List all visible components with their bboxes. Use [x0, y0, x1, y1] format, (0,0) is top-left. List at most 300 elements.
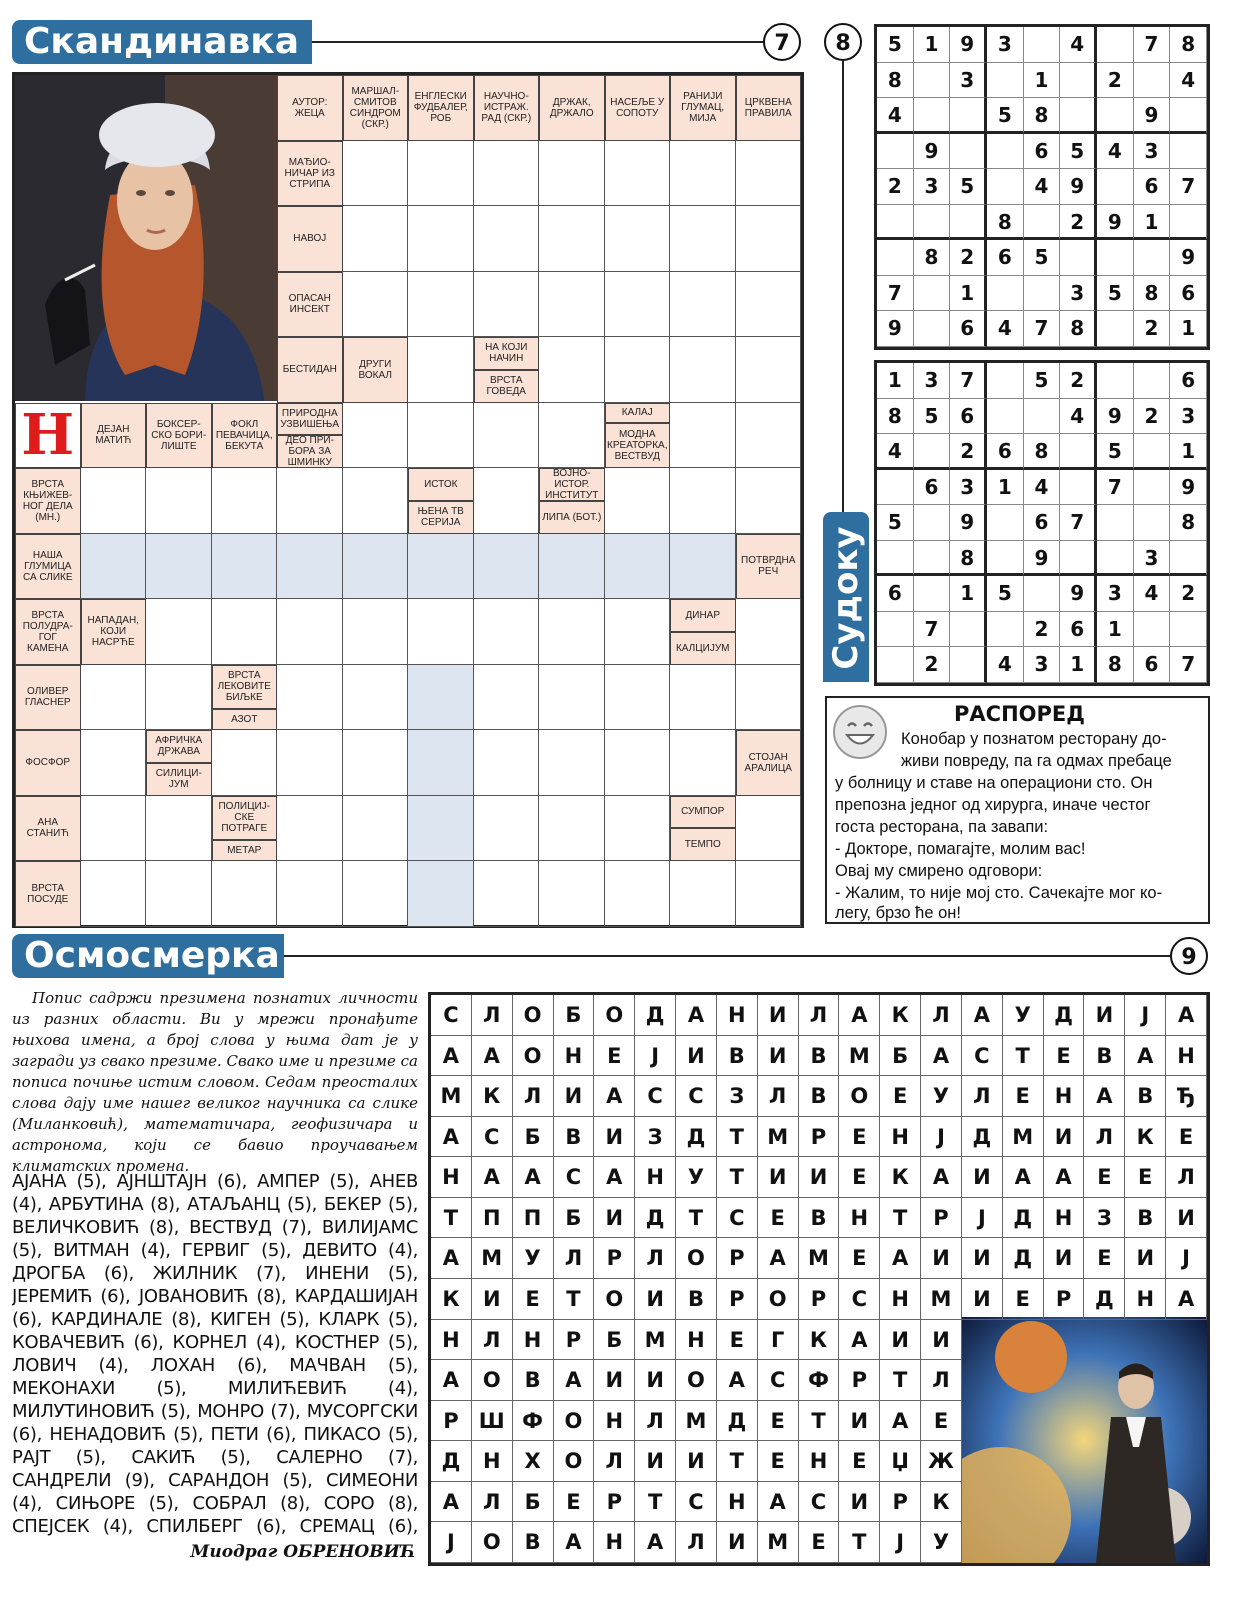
sudoku-cell[interactable]: [1097, 169, 1134, 205]
word-search-cell[interactable]: Н: [1166, 1036, 1207, 1077]
word-search-cell[interactable]: Б: [880, 1036, 921, 1077]
word-search-cell[interactable]: И: [1125, 1238, 1166, 1279]
sudoku-cell[interactable]: 8: [950, 541, 987, 577]
crossword-cell[interactable]: [670, 665, 736, 731]
sudoku-cell[interactable]: [1060, 63, 1097, 99]
word-search-cell[interactable]: Е: [1044, 1036, 1085, 1077]
sudoku-cell[interactable]: [1170, 134, 1207, 170]
crossword-cell[interactable]: [539, 141, 605, 207]
word-search-cell[interactable]: М: [799, 1238, 840, 1279]
word-search-cell[interactable]: И: [594, 1360, 635, 1401]
crossword-cell[interactable]: [736, 141, 802, 207]
word-search-cell[interactable]: Е: [1084, 1238, 1125, 1279]
sudoku-cell[interactable]: 6: [987, 240, 1024, 276]
sudoku-cell[interactable]: 2: [950, 434, 987, 470]
word-search-cell[interactable]: А: [472, 1157, 513, 1198]
crossword-cell[interactable]: [539, 796, 605, 862]
word-search-cell[interactable]: К: [1125, 1117, 1166, 1158]
word-search-cell[interactable]: У: [513, 1238, 554, 1279]
word-search-cell[interactable]: Н: [880, 1279, 921, 1320]
sudoku-cell[interactable]: [1097, 311, 1134, 347]
crossword-cell[interactable]: [408, 272, 474, 338]
sudoku-cell[interactable]: 4: [1060, 399, 1097, 435]
sudoku-cell[interactable]: 9: [1134, 98, 1171, 134]
sudoku-cell[interactable]: [877, 647, 914, 683]
sudoku-cell[interactable]: 3: [1097, 576, 1134, 612]
word-search-cell[interactable]: И: [962, 1238, 1003, 1279]
crossword-cell[interactable]: [408, 337, 474, 403]
word-search-cell[interactable]: Н: [431, 1320, 472, 1361]
sudoku-cell[interactable]: 6: [877, 576, 914, 612]
word-search-cell[interactable]: И: [1084, 995, 1125, 1036]
crossword-cell[interactable]: [408, 730, 474, 796]
sudoku-cell[interactable]: [1097, 240, 1134, 276]
crossword-cell[interactable]: [146, 468, 212, 534]
word-search-cell[interactable]: И: [758, 1036, 799, 1077]
sudoku-cell[interactable]: [1024, 276, 1061, 312]
sudoku-cell[interactable]: 5: [1024, 240, 1061, 276]
word-search-cell[interactable]: Ф: [799, 1360, 840, 1401]
crossword-cell[interactable]: [408, 403, 474, 469]
word-search-cell[interactable]: Р: [717, 1238, 758, 1279]
word-search-cell[interactable]: Х: [513, 1441, 554, 1482]
word-search-cell[interactable]: Б: [513, 1482, 554, 1523]
word-search-cell[interactable]: С: [717, 1198, 758, 1239]
crossword-cell[interactable]: [277, 665, 343, 731]
crossword-cell[interactable]: [408, 206, 474, 272]
sudoku-cell[interactable]: [1134, 363, 1171, 399]
word-search-cell[interactable]: Н: [1044, 1198, 1085, 1239]
word-search-cell[interactable]: О: [513, 1036, 554, 1077]
sudoku-cell[interactable]: [1134, 434, 1171, 470]
sudoku-cell[interactable]: 6: [1170, 363, 1207, 399]
word-search-cell[interactable]: Н: [472, 1441, 513, 1482]
sudoku-cell[interactable]: 7: [1097, 470, 1134, 506]
word-search-cell[interactable]: Л: [799, 995, 840, 1036]
word-search-cell[interactable]: С: [472, 1117, 513, 1158]
word-search-cell[interactable]: Т: [717, 1157, 758, 1198]
sudoku-cell[interactable]: 1: [987, 470, 1024, 506]
sudoku-cell[interactable]: [877, 470, 914, 506]
crossword-cell[interactable]: [736, 796, 802, 862]
crossword-cell[interactable]: [146, 665, 212, 731]
sudoku-cell[interactable]: [1024, 399, 1061, 435]
word-search-cell[interactable]: М: [431, 1076, 472, 1117]
word-search-cell[interactable]: Е: [594, 1036, 635, 1077]
word-search-cell[interactable]: Н: [717, 995, 758, 1036]
word-search-cell[interactable]: О: [472, 1360, 513, 1401]
word-search-cell[interactable]: А: [431, 1360, 472, 1401]
sudoku-cell[interactable]: 3: [950, 470, 987, 506]
word-search-cell[interactable]: Б: [594, 1320, 635, 1361]
sudoku-cell[interactable]: 1: [1097, 612, 1134, 648]
sudoku-cell[interactable]: [1060, 98, 1097, 134]
word-search-cell[interactable]: Ж: [921, 1441, 962, 1482]
crossword-cell[interactable]: [408, 665, 474, 731]
word-search-cell[interactable]: В: [799, 1076, 840, 1117]
sudoku-cell[interactable]: 8: [987, 205, 1024, 241]
word-search-cell[interactable]: Л: [921, 995, 962, 1036]
sudoku-cell[interactable]: 4: [1170, 63, 1207, 99]
sudoku-cell[interactable]: 8: [1097, 647, 1134, 683]
sudoku-cell[interactable]: [914, 205, 951, 241]
word-search-cell[interactable]: У: [1003, 995, 1044, 1036]
crossword-cell[interactable]: [277, 599, 343, 665]
word-search-cell[interactable]: Н: [635, 1157, 676, 1198]
crossword-cell[interactable]: [670, 272, 736, 338]
crossword-cell[interactable]: [277, 730, 343, 796]
word-search-cell[interactable]: Л: [472, 1482, 513, 1523]
crossword-cell[interactable]: [605, 468, 671, 534]
word-search-cell[interactable]: А: [758, 1238, 799, 1279]
sudoku-cell[interactable]: 4: [877, 434, 914, 470]
sudoku-cell[interactable]: [1060, 541, 1097, 577]
word-search-cell[interactable]: М: [676, 1401, 717, 1442]
word-search-cell[interactable]: Д: [1084, 1279, 1125, 1320]
word-search-cell[interactable]: Л: [1166, 1157, 1207, 1198]
word-search-cell[interactable]: Р: [717, 1279, 758, 1320]
word-search-cell[interactable]: О: [554, 1441, 595, 1482]
word-search-cell[interactable]: Е: [1125, 1157, 1166, 1198]
word-search-cell[interactable]: М: [472, 1238, 513, 1279]
sudoku-cell[interactable]: 1: [1060, 647, 1097, 683]
word-search-cell[interactable]: Е: [758, 1401, 799, 1442]
word-search-cell[interactable]: Е: [717, 1320, 758, 1361]
word-search-cell[interactable]: Г: [758, 1320, 799, 1361]
sudoku-cell[interactable]: 8: [877, 63, 914, 99]
word-search-cell[interactable]: В: [799, 1036, 840, 1077]
crossword-cell[interactable]: [736, 337, 802, 403]
word-search-cell[interactable]: Д: [431, 1441, 472, 1482]
sudoku-cell[interactable]: 6: [1024, 505, 1061, 541]
sudoku-cell[interactable]: 6: [987, 434, 1024, 470]
sudoku-cell[interactable]: 3: [914, 169, 951, 205]
word-search-cell[interactable]: Е: [1003, 1279, 1044, 1320]
sudoku-cell[interactable]: [914, 434, 951, 470]
sudoku-cell[interactable]: [1170, 612, 1207, 648]
sudoku-cell[interactable]: [914, 505, 951, 541]
word-search-cell[interactable]: Н: [839, 1198, 880, 1239]
word-search-cell[interactable]: Р: [431, 1401, 472, 1442]
word-search-cell[interactable]: С: [758, 1360, 799, 1401]
sudoku-cell[interactable]: 3: [950, 63, 987, 99]
word-search-cell[interactable]: К: [799, 1320, 840, 1361]
sudoku-cell[interactable]: 8: [1134, 276, 1171, 312]
word-search-cell[interactable]: К: [921, 1482, 962, 1523]
crossword-cell[interactable]: [605, 796, 671, 862]
word-search-cell[interactable]: О: [554, 1401, 595, 1442]
word-search-cell[interactable]: Н: [717, 1482, 758, 1523]
crossword-cell[interactable]: [81, 665, 147, 731]
word-search-cell[interactable]: Р: [799, 1279, 840, 1320]
crossword-cell[interactable]: [605, 730, 671, 796]
sudoku-cell[interactable]: [1134, 63, 1171, 99]
word-search-cell[interactable]: В: [1125, 1076, 1166, 1117]
crossword-cell[interactable]: [212, 468, 278, 534]
sudoku-cell[interactable]: [1097, 541, 1134, 577]
sudoku-cell[interactable]: 5: [987, 98, 1024, 134]
word-search-cell[interactable]: Т: [799, 1401, 840, 1442]
crossword-cell[interactable]: [474, 861, 540, 927]
crossword-cell[interactable]: [343, 272, 409, 338]
word-search-cell[interactable]: И: [758, 995, 799, 1036]
word-search-cell[interactable]: Н: [1125, 1279, 1166, 1320]
crossword-cell[interactable]: [670, 141, 736, 207]
word-search-cell[interactable]: И: [472, 1279, 513, 1320]
word-search-cell[interactable]: О: [676, 1360, 717, 1401]
word-search-cell[interactable]: Л: [635, 1238, 676, 1279]
crossword-cell[interactable]: [539, 403, 605, 469]
sudoku-cell[interactable]: [914, 276, 951, 312]
word-search-cell[interactable]: С: [554, 1157, 595, 1198]
sudoku-cell[interactable]: [950, 612, 987, 648]
word-search-cell[interactable]: К: [880, 995, 921, 1036]
sudoku-cell[interactable]: [1024, 205, 1061, 241]
word-search-cell[interactable]: А: [676, 995, 717, 1036]
crossword-cell[interactable]: [539, 730, 605, 796]
word-search-cell[interactable]: Е: [1003, 1076, 1044, 1117]
sudoku-cell[interactable]: 3: [1134, 134, 1171, 170]
crossword-cell[interactable]: [736, 468, 802, 534]
sudoku-cell[interactable]: 6: [1060, 612, 1097, 648]
word-search-cell[interactable]: И: [676, 1441, 717, 1482]
sudoku-cell[interactable]: 2: [1060, 363, 1097, 399]
word-search-cell[interactable]: Н: [594, 1401, 635, 1442]
sudoku-cell[interactable]: 7: [1170, 169, 1207, 205]
word-search-cell[interactable]: Р: [921, 1198, 962, 1239]
sudoku-cell[interactable]: 1: [877, 363, 914, 399]
sudoku-cell[interactable]: 8: [1170, 505, 1207, 541]
crossword-cell[interactable]: [343, 468, 409, 534]
sudoku-cell[interactable]: 9: [1170, 470, 1207, 506]
crossword-cell[interactable]: [277, 534, 343, 600]
crossword-cell[interactable]: [605, 206, 671, 272]
sudoku-cell[interactable]: 2: [877, 169, 914, 205]
crossword-cell[interactable]: [539, 337, 605, 403]
word-search-cell[interactable]: Б: [513, 1117, 554, 1158]
word-search-cell[interactable]: И: [1044, 1117, 1085, 1158]
crossword-cell[interactable]: [474, 534, 540, 600]
word-search-cell[interactable]: В: [513, 1522, 554, 1563]
sudoku-cell[interactable]: 2: [1097, 63, 1134, 99]
crossword-cell[interactable]: [539, 665, 605, 731]
word-search-cell[interactable]: И: [717, 1522, 758, 1563]
word-search-cell[interactable]: Т: [431, 1198, 472, 1239]
word-search-cell[interactable]: Р: [839, 1360, 880, 1401]
sudoku-cell[interactable]: [877, 134, 914, 170]
sudoku-cell[interactable]: 4: [1097, 134, 1134, 170]
sudoku-cell[interactable]: 9: [1097, 399, 1134, 435]
sudoku-cell[interactable]: 1: [950, 276, 987, 312]
word-search-cell[interactable]: И: [635, 1360, 676, 1401]
sudoku-cell[interactable]: 3: [987, 27, 1024, 63]
sudoku-cell[interactable]: 5: [914, 399, 951, 435]
word-search-cell[interactable]: И: [676, 1036, 717, 1077]
word-search-cell[interactable]: Д: [635, 1198, 676, 1239]
word-search-cell[interactable]: О: [839, 1076, 880, 1117]
sudoku-cell[interactable]: 9: [877, 311, 914, 347]
sudoku-cell[interactable]: [1024, 27, 1061, 63]
sudoku-cell[interactable]: 4: [987, 647, 1024, 683]
word-search-cell[interactable]: И: [635, 1279, 676, 1320]
sudoku-cell[interactable]: [914, 63, 951, 99]
word-search-cell[interactable]: Ј: [962, 1198, 1003, 1239]
word-search-cell[interactable]: Л: [594, 1441, 635, 1482]
sudoku-cell[interactable]: 5: [1097, 434, 1134, 470]
crossword-cell[interactable]: [670, 534, 736, 600]
sudoku-cell[interactable]: 9: [914, 134, 951, 170]
sudoku-cell[interactable]: 2: [1134, 399, 1171, 435]
crossword-cell[interactable]: [343, 665, 409, 731]
word-search-cell[interactable]: А: [554, 1360, 595, 1401]
word-search-cell[interactable]: А: [554, 1522, 595, 1563]
word-search-cell[interactable]: Н: [676, 1320, 717, 1361]
crossword-cell[interactable]: [670, 403, 736, 469]
sudoku-cell[interactable]: 8: [1024, 98, 1061, 134]
word-search-cell[interactable]: А: [717, 1360, 758, 1401]
word-search-cell[interactable]: А: [1044, 1157, 1085, 1198]
word-search-cell[interactable]: Р: [554, 1320, 595, 1361]
word-search-cell[interactable]: Е: [799, 1522, 840, 1563]
word-search-cell[interactable]: З: [1084, 1198, 1125, 1239]
crossword-cell[interactable]: [343, 403, 409, 469]
word-search-cell[interactable]: Т: [554, 1279, 595, 1320]
sudoku-cell[interactable]: [1060, 240, 1097, 276]
sudoku-cell[interactable]: 5: [987, 576, 1024, 612]
sudoku-cell[interactable]: 6: [1024, 134, 1061, 170]
word-search-cell[interactable]: Л: [513, 1076, 554, 1117]
word-search-cell[interactable]: Р: [880, 1482, 921, 1523]
sudoku-cell[interactable]: 3: [914, 363, 951, 399]
word-search-cell[interactable]: Л: [635, 1401, 676, 1442]
word-search-cell[interactable]: Е: [758, 1441, 799, 1482]
sudoku-cell[interactable]: 3: [1170, 399, 1207, 435]
sudoku-cell[interactable]: 6: [1134, 647, 1171, 683]
word-search-cell[interactable]: М: [758, 1522, 799, 1563]
crossword-cell[interactable]: [736, 665, 802, 731]
crossword-cell[interactable]: [408, 534, 474, 600]
word-search-cell[interactable]: И: [1044, 1238, 1085, 1279]
crossword-cell[interactable]: [474, 206, 540, 272]
sudoku-cell[interactable]: 4: [1024, 169, 1061, 205]
sudoku-cell[interactable]: 8: [1024, 434, 1061, 470]
sudoku-cell[interactable]: [1134, 505, 1171, 541]
sudoku-cell[interactable]: 7: [1134, 27, 1171, 63]
sudoku-cell[interactable]: [877, 612, 914, 648]
crossword-cell[interactable]: [736, 206, 802, 272]
word-search-cell[interactable]: С: [635, 1076, 676, 1117]
sudoku-cell[interactable]: [877, 205, 914, 241]
word-search-cell[interactable]: У: [921, 1522, 962, 1563]
crossword-cell[interactable]: [474, 730, 540, 796]
word-search-cell[interactable]: О: [472, 1522, 513, 1563]
word-search-cell[interactable]: М: [839, 1036, 880, 1077]
word-search-cell[interactable]: К: [431, 1279, 472, 1320]
word-search-cell[interactable]: Б: [554, 1198, 595, 1239]
sudoku-cell[interactable]: 9: [1060, 169, 1097, 205]
word-search-cell[interactable]: А: [594, 1157, 635, 1198]
word-search-cell[interactable]: И: [1166, 1198, 1207, 1239]
word-search-cell[interactable]: А: [880, 1401, 921, 1442]
sudoku-cell[interactable]: [950, 98, 987, 134]
word-search-cell[interactable]: А: [839, 995, 880, 1036]
crossword-cell[interactable]: [212, 730, 278, 796]
crossword-cell[interactable]: [212, 599, 278, 665]
word-search-cell[interactable]: О: [676, 1238, 717, 1279]
word-search-cell[interactable]: Ј: [1166, 1238, 1207, 1279]
word-search-cell[interactable]: Е: [513, 1279, 554, 1320]
crossword-cell[interactable]: [343, 861, 409, 927]
sudoku-cell[interactable]: 4: [1134, 576, 1171, 612]
crossword-cell[interactable]: [474, 272, 540, 338]
sudoku-cell[interactable]: 9: [1097, 205, 1134, 241]
word-search-cell[interactable]: Ј: [1125, 995, 1166, 1036]
crossword-cell[interactable]: [605, 272, 671, 338]
sudoku-cell[interactable]: 9: [950, 27, 987, 63]
sudoku-cell[interactable]: 7: [1024, 311, 1061, 347]
sudoku-cell[interactable]: 6: [1134, 169, 1171, 205]
sudoku-cell[interactable]: [1060, 434, 1097, 470]
sudoku-cell[interactable]: 9: [1060, 576, 1097, 612]
sudoku-cell[interactable]: [1097, 363, 1134, 399]
sudoku-cell[interactable]: 1: [950, 576, 987, 612]
sudoku-cell[interactable]: 7: [950, 363, 987, 399]
crossword-cell[interactable]: [343, 534, 409, 600]
sudoku-cell[interactable]: [914, 576, 951, 612]
crossword-cell[interactable]: [81, 534, 147, 600]
word-search-cell[interactable]: А: [635, 1522, 676, 1563]
crossword-cell[interactable]: [343, 206, 409, 272]
word-search-cell[interactable]: А: [758, 1482, 799, 1523]
sudoku-cell[interactable]: 6: [1170, 276, 1207, 312]
word-search-cell[interactable]: М: [758, 1117, 799, 1158]
word-search-cell[interactable]: И: [962, 1157, 1003, 1198]
sudoku-cell[interactable]: [987, 363, 1024, 399]
sudoku-cell[interactable]: 2: [950, 240, 987, 276]
word-search-cell[interactable]: Л: [1084, 1117, 1125, 1158]
crossword-cell[interactable]: [605, 534, 671, 600]
sudoku-cell[interactable]: 9: [950, 505, 987, 541]
word-search-cell[interactable]: В: [1125, 1198, 1166, 1239]
sudoku-cell[interactable]: 1: [1170, 311, 1207, 347]
word-search-cell[interactable]: А: [431, 1036, 472, 1077]
sudoku-cell[interactable]: [877, 541, 914, 577]
crossword-cell[interactable]: [474, 796, 540, 862]
word-search-cell[interactable]: П: [472, 1198, 513, 1239]
word-search-cell[interactable]: Н: [431, 1157, 472, 1198]
sudoku-cell[interactable]: 2: [1134, 311, 1171, 347]
crossword-cell[interactable]: [277, 468, 343, 534]
word-search-cell[interactable]: А: [839, 1320, 880, 1361]
word-search-cell[interactable]: М: [921, 1279, 962, 1320]
word-search-cell[interactable]: Л: [472, 1320, 513, 1361]
word-search-cell[interactable]: И: [594, 1117, 635, 1158]
crossword-cell[interactable]: [605, 337, 671, 403]
word-search-cell[interactable]: В: [676, 1279, 717, 1320]
crossword-cell[interactable]: [146, 534, 212, 600]
word-search-cell[interactable]: А: [431, 1117, 472, 1158]
word-search-cell[interactable]: Ј: [921, 1117, 962, 1158]
sudoku-cell[interactable]: 4: [1024, 470, 1061, 506]
sudoku-cell[interactable]: 5: [1097, 276, 1134, 312]
sudoku-cell[interactable]: [914, 98, 951, 134]
crossword-cell[interactable]: [146, 861, 212, 927]
word-search-cell[interactable]: Ф: [513, 1401, 554, 1442]
crossword-cell[interactable]: [81, 861, 147, 927]
sudoku-cell[interactable]: [1134, 240, 1171, 276]
sudoku-cell[interactable]: 4: [987, 311, 1024, 347]
crossword-cell[interactable]: [343, 796, 409, 862]
